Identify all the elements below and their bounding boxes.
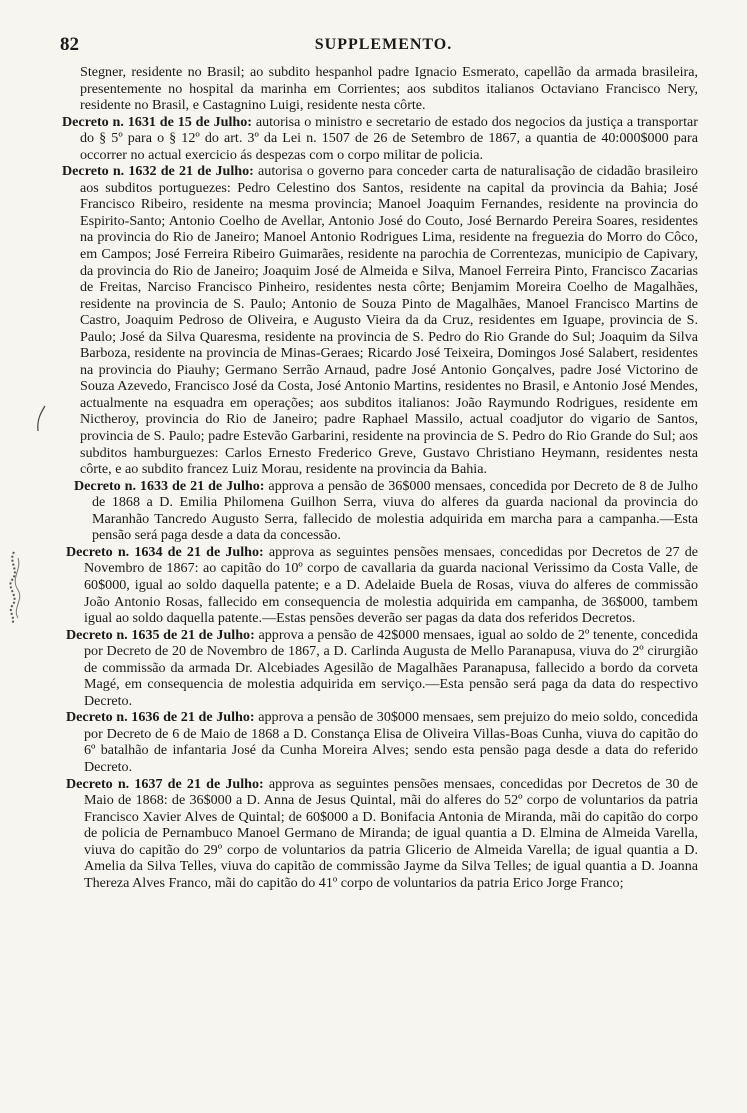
decree-text: approva a pensão de 42$000 mensaes, igual ao soldo de 2º tenente, concedida por Decreto de 20 de Novembro de 1867, a D. Carlinda Augusta de Mello Paranapusa, viuva do 2º cirurgião de commissão da armada Dr. Alcebiades Agesilão de Magalhães Paranapusa, fallecido a bordo da corveta Magé, em consequencia de molestia adquirida em serviço.—Esta pensão será paga da data do respectivo Decreto. — [84, 626, 698, 709]
decree-text: autorisa o ministro e secretario de estado dos negocios da justiça a transportar do § 5º para o § 12º do art. 3º da Lei n. 1507 de 26 de Setembro de 1867, a quantia de 40:000$000 para occorrer no actual exercicio ás despezas com o corpo militar de policia. — [80, 113, 698, 163]
decree-text: approva as seguintes pensões mensaes, concedidas por Decretos de 27 de Novembro de 1867: ao capitão do 10º corpo de cavallaria da guarda nacional Verissimo da Costa Valle, de 60$000, igual ao soldo daquella patente; e a D. Adelaide Buela de Rosas, viuva do alferes de commissão João Antonio Rosas, fallecido em consequencia de molestia adquirida em campanha, de 36$000, tambem igual ao soldo daquella patente.—Estas pensões deverão ser pagas da data dos referidos Decretos. — [84, 543, 698, 627]
decree-1632 — [62, 163, 698, 477]
page-header — [60, 34, 707, 58]
margin-stamp-mark — [0, 548, 28, 626]
decree-heading: Decreto n. 1633 de 21 de Julho: — [74, 477, 265, 494]
continuation-paragraph — [62, 64, 698, 114]
continuation-text: Stegner, residente no Brasil; ao subdito hespanhol padre Ignacio Esmerato, capellão da armada brasileira, presentemente no hospital da marinha em Corrientes; aos subditos italianos Octaviano Francisco Nery, residente no Brasil, e Castagnino Luigi, residente nesta côrte. — [80, 64, 698, 114]
decree-heading: Decreto n. 1632 de 21 de Julho: — [62, 163, 254, 180]
decree-1633 — [74, 478, 698, 544]
decree-text: approva a pensão de 30$000 mensaes, sem prejuizo do meio soldo, concedida por Decreto de 6 de Maio de 1868 a D. Constança Elisa de Oliveira Villas-Boas Cunha, viuva do capitão do 6º batalhão de infantaria José da Cunha Moreira Alves; sendo esta pensão paga desde a data do referido Decreto. — [84, 709, 698, 775]
running-title: SUPPLEMENTO. — [314, 36, 453, 53]
decree-heading: Decreto n. 1635 de 21 de Julho: — [66, 626, 255, 643]
decree-1637 — [66, 776, 698, 892]
margin-pencil-mark — [34, 404, 48, 434]
decree-text: approva a pensão de 36$000 mensaes, concedida por Decreto de 8 de Julho de 1868 a D. Emilia Philomena Guilhon Serra, viuva do alferes da guarda nacional da provincia do Maranhão Tancredo Augusto Serra, fallecido de molestia adquirida em marcha para a campanha.—Esta pensão será paga desde a data da concessão. — [92, 477, 698, 544]
decree-1636 — [66, 709, 698, 775]
decree-heading: Decreto n. 1636 de 21 de Julho: — [66, 709, 255, 726]
decree-text: approva as seguintes pensões mensaes, concedidas por Decretos de 30 de Maio de 1868: de 36$000 a D. Anna de Jesus Quintal, mãi do alferes do 52º corpo de voluntarios da patria Francisco Xavier Alves de Quintal; de 60$000 a D. Bonifacia Antonia de Miranda, mãi do capitão do corpo de policia de Pernambuco Manoel Germano de Miranda; de igual quantia a D. Elmina de Almeida Varella, viuva do capitão do 29º corpo de voluntarios da patria Glicerio de Almeida Varella; de igual quantia a D. Amelia da Silva Telles, viuva do capitão de commissão Jayme da Silva Telles; de igual quantia a D. Joanna Thereza Alves Franco, mãi do capitão do 41º corpo de voluntarios da patria Erico Jorge Franco; — [84, 775, 698, 891]
decree-heading: Decreto n. 1637 de 21 de Julho: — [66, 775, 264, 792]
page-number: 82 — [60, 34, 79, 55]
decree-1634 — [66, 544, 698, 627]
document-body — [62, 64, 698, 891]
decree-1631 — [62, 114, 698, 164]
decree-1635 — [66, 627, 698, 710]
decree-heading: Decreto n. 1634 de 21 de Julho: — [66, 543, 264, 560]
decree-text: autorisa o governo para conceder carta de naturalisação de cidadão brasileiro aos subditos portuguezes: Pedro Celestino dos Santos, residente na capital da provincia da Bahia; José Francisco Ribeiro, residente na mesma provincia; Manoel Joaquim Fernandes, residente na provincia do Espirito-Santo; Antonio Coelho de Avellar, Antonio José do Couto, José Bernardo Pereira Soares, residentes na provincia do Rio de Janeiro; Manoel Antonio Rodrigues Lima, residente na freguezia do Morro do Côco, em Campos; José Ferreira Ribeiro Guimarães, residente na parochia de Correntezas, municipio de Capivary, da provincia do Rio de Janeiro; Joaquim José de Almeida e Silva, Manoel Ferreira Pinto, Francisco Zacarias de Freitas, Narciso Francisco Pinheiro, residentes nesta côrte; Benjamim Moreira Coelho de Magalhães, residente na provincia de S. Paulo; Antonio de Souza Pinto de Magalhães, Manoel Francisco Martins de Castro, Joaquim Pedroso de Oliveira, e Augusto Vieira da da Cruz, residentes em Iguape, provincia de S. Paulo; José da Silva Quaresma, residente na provincia de S. Pedro do Rio Grande do Sul; Joaquim da Silva Barboza, residente na provincia de Minas-Geraes; Ricardo José Teixeira, Domingos José Salabert, residentes na provincia do Piauhy; Germano Serrão Arnaud, padre José Antonio Gonçalves, padre José Victorino de Souza Azevedo, Francisco José da Costa, José Antonio Martins, residentes no Brasil, e Antonio José Mendes, actualmente na esquadra em operações; aos subditos italianos: João Raymundo Rodrigues, residente em Nictheroy, provincia do Rio de Janeiro; padre Raphael Massilo, actual coadjutor do vigario de Santos, provincia de S. Paulo; padre Estevão Garbarini, residente na provincia de S. Pedro do Rio Grande do Sul; aos subditos hamburguezes: Carlos Ernesto Frederico Greve, Gustavo Christiano Heymann, residentes nesta côrte, e ao subdito francez Luiz Morau, residente na provincia da Bahia. — [80, 163, 698, 478]
decree-heading: Decreto n. 1631 de 15 de Julho: — [62, 113, 252, 130]
